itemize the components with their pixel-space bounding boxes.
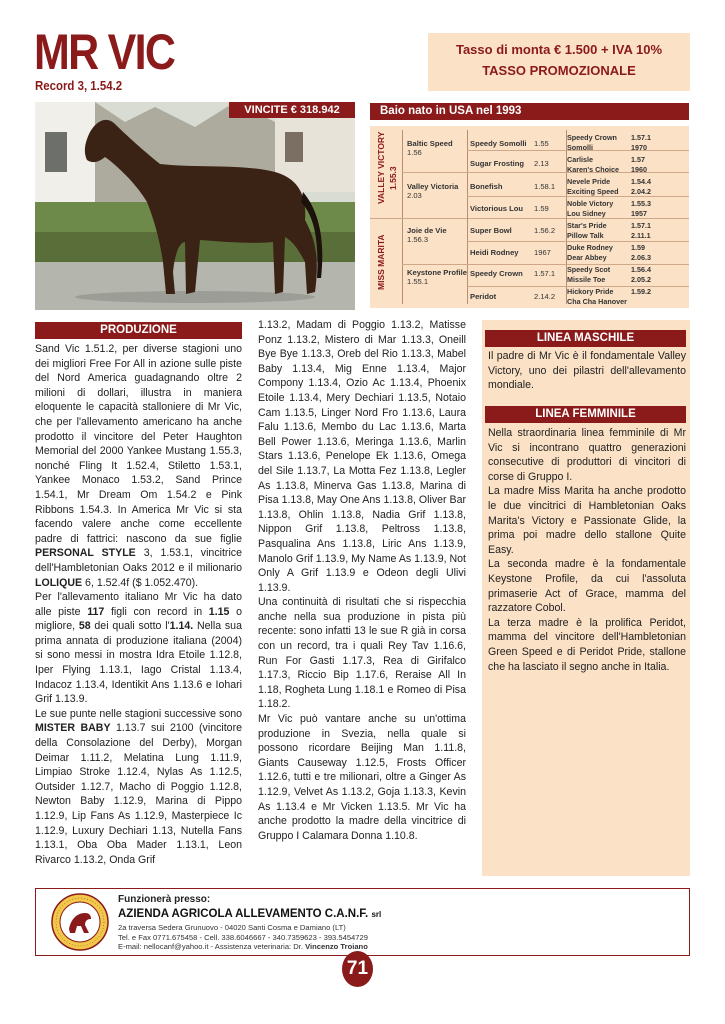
pedigree-g3-1-rec: 1.55 xyxy=(534,139,549,148)
farm-contacts: 2a traversa Sedera Grunuovo - 04020 Santi Cosma e Damiano (LT) Tel. e Fax 0771.675458 - Cell. 338.6046667 - 340.7359623 - 393.5454729 E-mail: nellocanf@yahoo.it - Assistenza veterinaria: Dr. Vincenzo Troiano xyxy=(118,923,368,952)
pedigree-g3-5-rec: 1.56.2 xyxy=(534,226,556,235)
pedigree-g3-8-rec: 2.14.2 xyxy=(534,292,556,301)
farm-name: AZIENDA AGRICOLA ALLEVAMENTO C.A.N.F. srl xyxy=(118,908,382,920)
pedigree-g3-4-rec: 1.59 xyxy=(534,204,549,213)
pedigree-g3-5: Super Bowl xyxy=(470,226,512,235)
pedigree-g2-3: Joie de Vie 1.56.3 xyxy=(407,226,447,244)
pedigree-g4-9: Star's Pride 1.57.1 xyxy=(567,221,651,230)
wins-banner: VINCITE € 318.942 xyxy=(229,102,355,118)
pedigree-g3-3-rec: 1.58.1 xyxy=(534,182,556,191)
pedigree-g4-12: Dear Abbey 2.06.3 xyxy=(567,253,651,262)
pedigree-g4-6: Exciting Speed 2.04.2 xyxy=(567,187,651,196)
horse-photo xyxy=(35,102,355,310)
pedigree-g2-4: Keystone Profile 1.55.1 xyxy=(407,268,467,286)
pedigree-heading: Baio nato in USA nel 1993 xyxy=(370,103,689,120)
promo-text: TASSO PROMOZIONALE xyxy=(482,63,636,78)
pedigree-g4-16: Cha Cha Hanover xyxy=(567,297,627,306)
pedigree-g4-1: Speedy Crown 1.57.1 xyxy=(567,133,651,142)
sire-record: 1.55.3 xyxy=(388,166,398,190)
pedigree-g3-7-rec: 1.57.1 xyxy=(534,269,556,278)
pedigree-g3-6: Heidi Rodney xyxy=(470,248,519,257)
linea-femminile-heading: LINEA FEMMINILE xyxy=(485,406,686,423)
stud-fee-box xyxy=(428,33,690,91)
pedigree-g2-1: Baltic Speed 1.56 xyxy=(407,139,453,157)
pedigree-g4-5: Nevele Pride 1.54.4 xyxy=(567,177,651,186)
pedigree-g4-14: Missile Toe 2.05.2 xyxy=(567,275,651,284)
linea-femminile-text: Nella straordinaria linea femminile di Mr Vic si incontrano quattro generazioni consecutive di produttori di vincitori di corse di Gruppo I. La madre Miss Marita ha anche prodotto le due vincitrici di Hambletonian Oaks Marita's Victory e Passionate Glide, la prima poi madre dello stallone Quite Easy. La seconda madre è la fondamentale Keystone Profile, da cui l'assoluta primaserie Act of Grace, mamma del razzatore Cobol. La terza madre è la prolifica Peridot, mamma del vincitore dell'Hambletonian Green Speed e di Peridot Pride, stallone che ha lasciato il segno anche in Italia. xyxy=(488,427,686,673)
horse-name-title: MR VIC xyxy=(34,24,175,80)
produzione-text: Sand Vic 1.51.2, per diverse stagioni uno dei migliori Free For All in azione sulle piste del Nord America guadagnando oltre 2 milioni di dollari, illustra in maniera eloquente le capacità stalloniere di Mr Vic, che per l'allevamento americano ha anche prodotto il vincitore del Peter Haughton Memorial del 2000 Yankee Mustang 1.55.3, nonché Fling It 1.52.4, Stiletto 1.53.1, Yankee Monaco 1.53.2, Sand Prince 1.54.1, Mr Dream Om 1.54.2 e Pink Ribbons 1.54.3. In America Mr Vic si sta facendo valere anche come eccellente padre di fattrici: nascono da sue figlie PERSONAL STYLE 3, 1.53.1, vincitrice dell'Hambletonian Oaks 2012 e il milionario LOLIQUE 6, 1.52.4f ($ 1.052.470). Per l'allevamento italiano Mr Vic ha dato alle piste 117 figli con record in 1.15 o migliore, 58 dei quali sotto l'1.14. Nella sua prima annata di produzione italiana (2004) si sono messi in mostra Idra Etoile 1.12.8, Iper Flying 1.13.1, Iago Cristal 1.13.4, Indacoz 1.13.4, Identikit Ans 1.13.6 e Iohari Grif 1.13.9. Le sue punte nelle stagioni successive sono MISTER BABY 1.13.7 sui 2100 (vincitore della Consolazione del Derby), Morgan Deimar 1.11.2, Melatina Lung 1.11.9, Limpiao Stroke 1.12.4, Nylas As 1.12.5, Outsider 1.12.7, Macho di Poggio 1.12.8, Newton Baby 1.12.9, Marina di Pippo 1.12.9, Lip Fans As 1.12.9, Masterpiece Ic 1.12.9, Luxury Dechiari 1.13, Nutella Fans 1.13.1, Oba Oba Mader 1.13.1, Leon Rivarco 1.13.2, Onda Grif xyxy=(35,343,242,866)
pedigree-g4-4: Karen's Choice 1960 xyxy=(567,165,647,174)
pedigree-g3-1: Speedy Somolli xyxy=(470,139,527,148)
farm-logo xyxy=(51,893,109,951)
pedigree-g3-8: Peridot xyxy=(470,292,497,301)
page-number: 71 xyxy=(342,951,373,987)
stud-fee-text: Tasso di monta € 1.500 + IVA 10% xyxy=(455,42,663,57)
middle-column-text: 1.13.2, Madam di Poggio 1.13.2, Matisse Ponz 1.13.2, Mistero di Mar 1.13.3, Oneill Bye Bye 1.13.3, Oreb del Rio 1.13.3, Mabel Baby 1.13.4, Mig Enne 1.13.4, Major Compony 1.13.4, Ozio Ac 1.13.4, Phoenix Etoile 1.13.4, Mery Dechiari 1.13.5, Notaio Cam 1.13.5, Linger Nord Fro 1.13.6, Laura Falu 1.13.6, Membo du Lac 1.13.6, Marta Bell Power 1.13.6, Meringa 1.13.6, Marlin Stars 1.13.6, Penelope Ek 1.13.6, Omega del Sile 1.13.7, La Motta Fez 1.13.8, Legler As 1.13.8, Minerva Gas 1.13.8, Marina di Pisa 1.13.8, May One Ans 1.13.8, Oliver Bar 1.13.8, Ohlin 1.13.8, Nadia Grif 1.13.8, Nippon Grif 1.13.8, Peltross 1.13.8, Pasqualina Ans 1.13.8, Liric Ans 1.13.9, Manolo Grif 1.13.9, My Name As 1.13.9, Not Only A Grif 1.13.9 e Odeon degli Ulivi 1.13.9. Una continuità di risultati che si rispecchia anche nella sua produzione in pista più recente: sono infatti 13 le sue R già in corsa con un record, tra i quali Rey Tav 1.16.6, Run For Gasti 1.17.3, Rea di Girifalco 1.17.3, Riccio Bip 1.17.6, Reraise All In 1.18, Rogheta Lung 1.18.1 e Romeo di Pisa 1.18.2. Mr Vic può vantare anche su un'ottima produzione in Svezia, nella quale si possono ricordare Beijing Man 1.11.8, Giants Causeway 1.12.5, Frosts Officer 1.12.6, tutti e tre milionari, oltre a Ginger As 1.12.9, Velvet As 1.13.2, Goja 1.13.3, Kevin As 1.13.4 e Mr Vicken 1.13.5. Mr Vic ha anche prodotto la madre della vincitrice di Gruppo I Calamara Donna 1.10.8. xyxy=(258,319,466,842)
pedigree-g4-3: Carlisle 1.57 xyxy=(567,155,645,164)
produzione-heading: PRODUZIONE xyxy=(35,322,242,339)
pedigree-g3-3: Bonefish xyxy=(470,182,503,191)
pedigree-g4-2: Somolli 1970 xyxy=(567,143,647,152)
sire-label: VALLEY VICTORY xyxy=(376,131,386,204)
pedigree-g3-4: Victorious Lou xyxy=(470,204,524,213)
pedigree-g4-10: Pillow Talk 2.11.1 xyxy=(567,231,651,240)
pedigree-g3-6-rec: 1967 xyxy=(534,248,551,257)
pedigree-g3-7: Speedy Crown xyxy=(470,269,523,278)
linea-maschile-heading: LINEA MASCHILE xyxy=(485,330,686,347)
pedigree-g4-11: Duke Rodney 1.59 xyxy=(567,243,645,252)
footer-label: Funzionerà presso: xyxy=(118,894,211,905)
pedigree-g4-7: Noble Victory 1.55.3 xyxy=(567,199,651,208)
record-subtitle: Record 3, 1.54.2 xyxy=(35,78,123,93)
footer-box xyxy=(35,888,690,956)
horse-image xyxy=(35,102,355,310)
pedigree-g3-2: Sugar Frosting xyxy=(470,159,525,168)
pedigree-table xyxy=(370,126,689,308)
linea-maschile-text: Il padre di Mr Vic è il fondamentale Valley Victory, uno dei pilastri dell'allevamento mondiale. xyxy=(488,350,686,392)
pedigree-g4-13: Speedy Scot 1.56.4 xyxy=(567,265,651,274)
pedigree-g3-2-rec: 2.13 xyxy=(534,159,549,168)
pedigree-g4-8: Lou Sidney 1957 xyxy=(567,209,647,218)
pedigree-g2-2: Valley Victoria 2.03 xyxy=(407,182,459,200)
dam-label: MISS MARITA xyxy=(376,234,386,290)
pedigree-g4-15: Hickory Pride 1.59.2 xyxy=(567,287,651,296)
